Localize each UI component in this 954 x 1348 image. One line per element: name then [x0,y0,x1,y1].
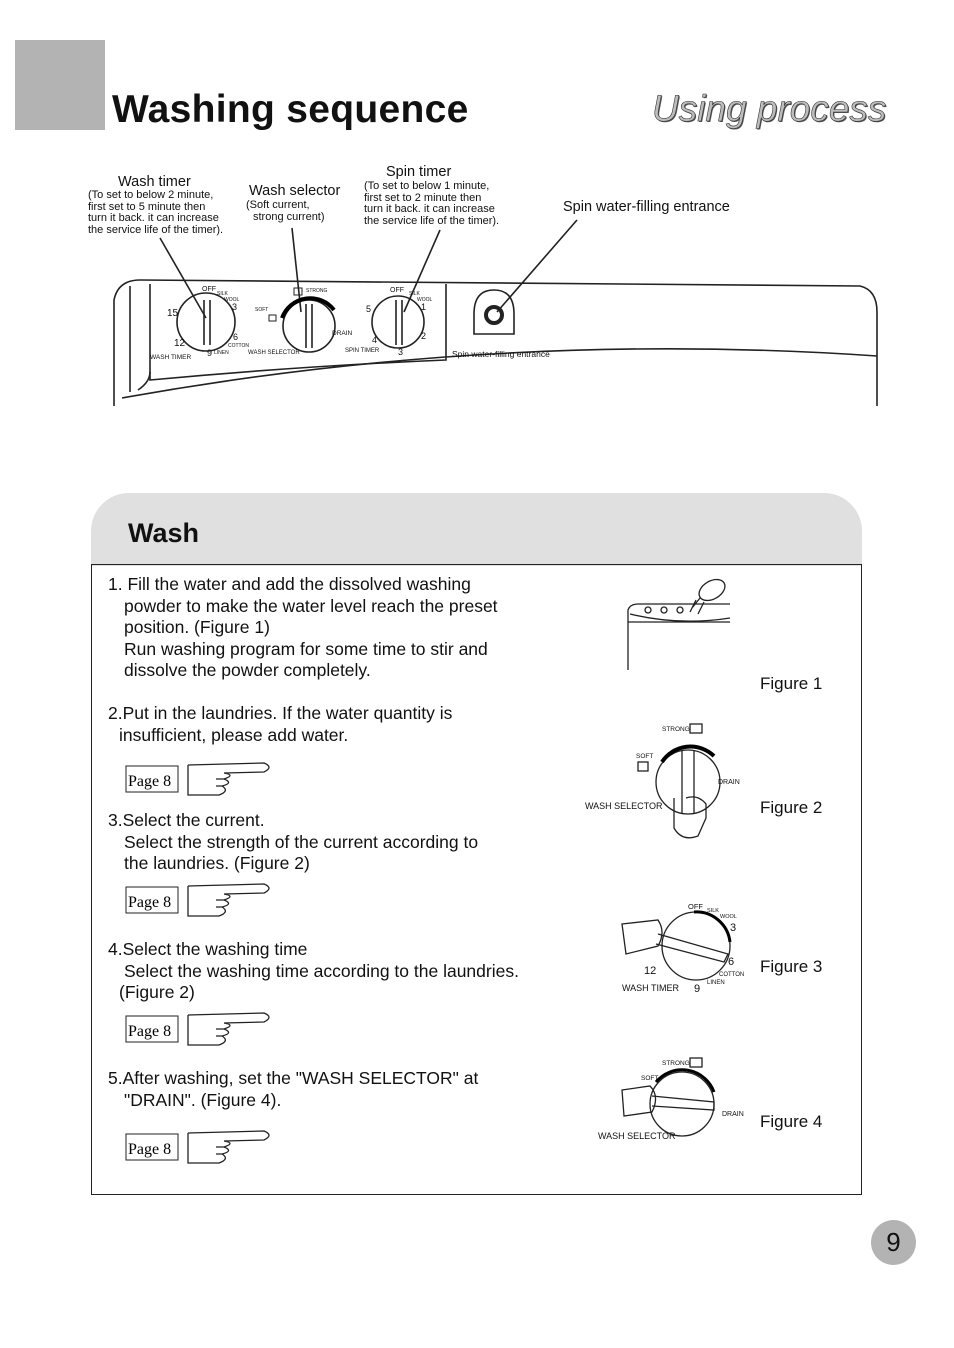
svg-text:DRAIN: DRAIN [332,330,353,337]
pointing-hand-icon [188,1013,269,1045]
svg-text:LINEN: LINEN [214,350,229,356]
svg-text:OFF: OFF [390,287,404,294]
page-ref-1[interactable] [124,759,272,799]
wash-title: Wash [128,518,200,548]
svg-text:6: 6 [728,956,735,968]
svg-text:4: 4 [372,335,378,345]
svg-text:3: 3 [232,302,238,312]
svg-text:STRONG: STRONG [662,726,690,733]
svg-text:STRONG: STRONG [306,288,328,294]
page-title: Washing sequence [112,88,469,131]
wash-timer-note: (To set to below 2 minute, first set to 5 minute then turn it back. it can increase the service life of the timer). [88,189,224,236]
svg-text:COTTON: COTTON [719,972,745,978]
page-ref-3[interactable] [124,1009,272,1049]
svg-text:Page 8: Page 8 [128,773,172,790]
page-number: 9 [871,1220,916,1265]
svg-text:SILK: SILK [409,291,420,297]
svg-text:OFF: OFF [688,902,703,911]
svg-text:Page 8: Page 8 [128,894,172,911]
spin-entrance-hole [486,307,502,323]
figure-1-caption: Figure 1 [760,674,823,693]
spin-timer-label: Spin timer [386,164,452,180]
svg-text:DRAIN: DRAIN [722,1111,744,1118]
svg-text:SOFT: SOFT [255,307,269,313]
svg-text:12: 12 [174,338,186,349]
svg-text:WASH TIMER: WASH TIMER [150,354,192,361]
wash-timer-label: Wash timer [118,174,191,190]
svg-text:Page 8: Page 8 [128,1141,172,1158]
step-3: 3.Select the current. Select the strength of the current according to the laundries. (Figure 2) [108,810,479,873]
svg-text:WOOL: WOOL [417,297,433,303]
spin-entrance-label: Spin water-filling entrance [563,199,730,215]
step-4: 4.Select the washing time Select the washing time according to the laundries. (Figure 2) [108,939,519,1002]
pointing-hand-icon [188,884,269,916]
svg-text:Page 8: Page 8 [128,1023,172,1040]
page-ref-2[interactable] [124,880,272,920]
svg-text:1: 1 [421,302,427,312]
step-1: 1. Fill the water and add the dissolved washing powder to make the water level reach the preset position. (Figure 1) Run washing program for some time to stir and dissolve the powder completely. [108,574,498,680]
pointing-hand-icon [188,1131,269,1163]
svg-text:WASH SELECTOR: WASH SELECTOR [248,350,300,356]
svg-text:SOFT: SOFT [636,753,654,760]
svg-text:SPIN TIMER: SPIN TIMER [345,348,380,354]
figure-2-illustration [582,718,752,846]
figure-4-illustration [594,1052,754,1148]
svg-text:WOOL: WOOL [224,297,240,303]
wash-timer-leader [160,238,206,318]
control-panel-illustration [0,0,954,420]
pointing-hand-icon [188,763,269,795]
spin-entrance-housing [474,290,514,334]
svg-text:SILK: SILK [217,291,228,297]
svg-text:2: 2 [421,331,427,341]
svg-text:LINEN: LINEN [707,980,725,986]
figure-2-caption: Figure 2 [760,798,823,817]
wash-section-header [91,493,862,566]
svg-text:WASH SELECTOR: WASH SELECTOR [598,1131,676,1141]
svg-text:9: 9 [694,983,701,995]
step-5: 5.After washing, set the "WASH SELECTOR" at "DRAIN". (Figure 4). [108,1068,479,1110]
page-subtitle: Using process [652,88,887,129]
wash-selector-note: (Soft current, strong current) [246,199,325,223]
svg-text:COTTON: COTTON [228,343,250,349]
svg-text:WASH TIMER: WASH TIMER [622,983,680,993]
svg-text:SILK: SILK [707,908,719,914]
svg-text:9: 9 [207,348,213,358]
svg-text:Spin water-filling entrance: Spin water-filling entrance [452,349,550,359]
svg-text:WASH SELECTOR: WASH SELECTOR [585,801,663,811]
wash-selector-label: Wash selector [249,183,341,199]
svg-text:6: 6 [233,332,239,342]
hand-icon [674,797,706,838]
figure-3-illustration [618,898,758,998]
spin-entrance-leader [497,220,577,312]
page-ref-4[interactable] [124,1127,272,1167]
svg-text:12: 12 [644,965,657,977]
svg-text:SOFT: SOFT [641,1075,659,1082]
step-2: 2.Put in the laundries. If the water quantity is insufficient, please add water. [108,703,453,745]
wt-off: OFF [202,286,216,293]
svg-text:STRONG: STRONG [662,1060,690,1067]
svg-text:WOOL: WOOL [720,914,737,920]
figure-3-caption: Figure 3 [760,957,823,976]
hand-icon [622,920,662,954]
svg-text:3: 3 [730,922,737,934]
svg-text:3: 3 [398,347,404,357]
svg-text:5: 5 [366,304,372,314]
figure-1-illustration [620,574,740,674]
spin-timer-note: (To set to below 1 minute, first set to 2 minute then turn it back. it can increase the service life of the timer). [364,180,500,227]
svg-text:15: 15 [167,308,179,319]
svg-text:DRAIN: DRAIN [718,779,740,786]
figure-4-caption: Figure 4 [760,1112,823,1131]
